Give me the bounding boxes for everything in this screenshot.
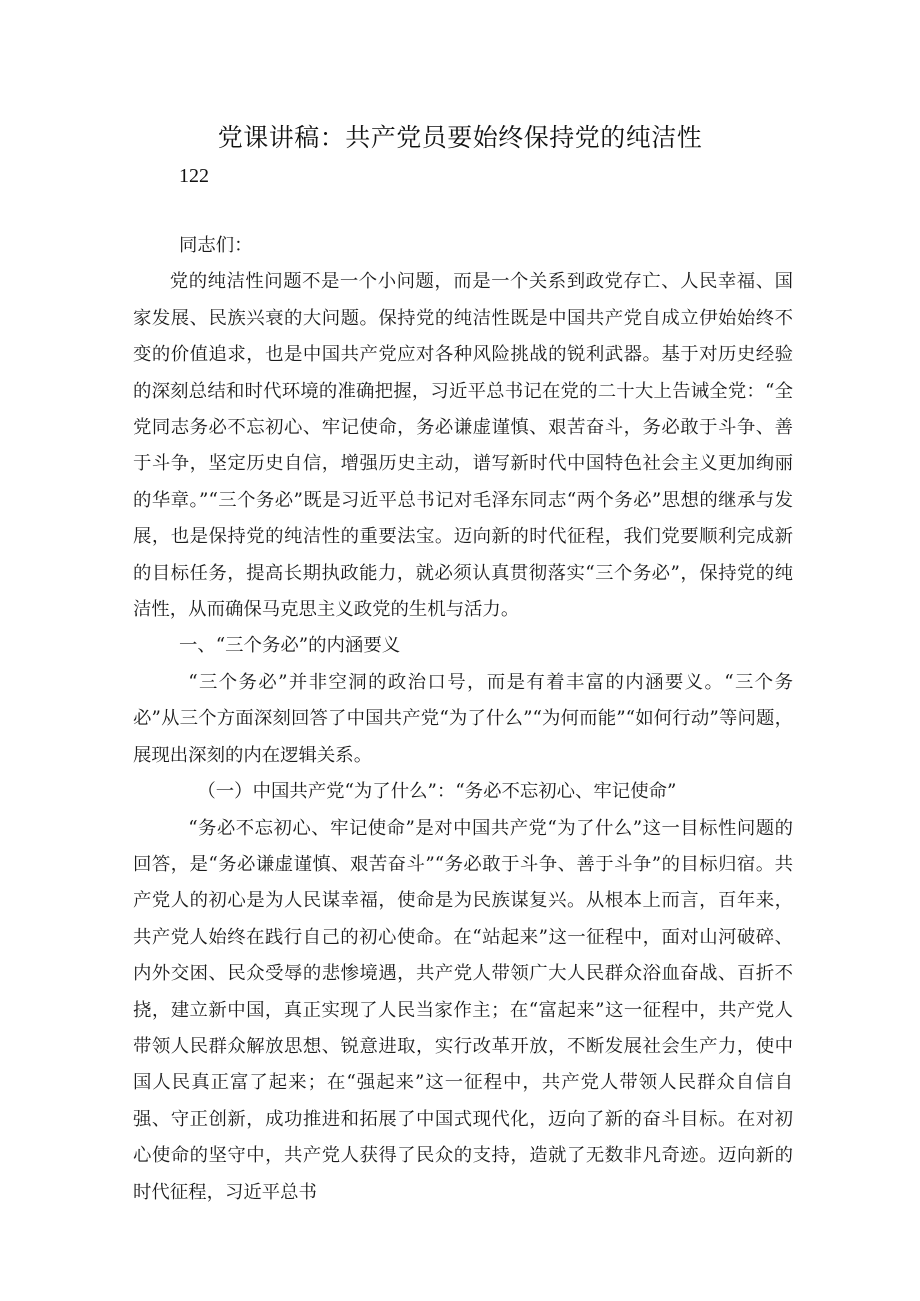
document-body [133,228,793,1211]
document-title: 党课讲稿：共产党员要始终保持党的纯洁性 [217,123,703,152]
subsection-heading-1: （一）中国共产党“为了什么”：“务必不忘初心、牢记使命” [197,781,677,803]
salutation: 同志们： [179,235,253,256]
paragraph-3: “务必不忘初心、牢记使命”是对中国共产党“为了什么”这一目标性问题的回答，是“务必谦虚谨慎、艰苦奋斗”“务必敢于斗争、善于斗争”的目标归宿。共产党人的初心是为人民谋幸福，使命是为民族谋复兴。从根本上而言，百年来，共产党人始终在践行自己的初心使命。在“站起来”这一征程中，面对山河破碎、内外交困、民众受辱的悲惨境遇，共产党人带领广大人民群众浴血奋战、百折不挠，建立新中国，真正实现了人民当家作主；在“富起来”这一征程中，共产党人带领人民群众解放思想、锐意进取，实行改革开放，不断发展社会生产力，使中国人民真正富了起来；在“强起来”这一征程中，共产党人带领人民群众自信自强、守正创新，成功推进和拓展了中国式现代化，迈向了新的奋斗目标。在对初心使命的坚守中，共产党人获得了民众的支持，造就了无数非凡奇迹。迈向新的时代征程，习近平总书 [133,817,793,1203]
section-heading-1: 一、“三个务必”的内涵要义 [179,635,401,657]
paragraph-intro: 党的纯洁性问题不是一个小问题，而是一个关系到政党存亡、人民幸福、国家发展、民族兴衰的大问题。保持党的纯洁性既是中国共产党自成立伊始始终不变的价值追求，也是中国共产党应对各种风险挑战的锐利武器。基于对历史经验的深刻总结和时代环境的准确把握，习近平总书记在党的二十大上告诫全党：“全党同志务必不忘初心、牢记使命，务必谦虚谨慎、艰苦奋斗，务必敢于斗争、善于斗争，坚定历史自信，增强历史主动，谱写新时代中国特色社会主义更加绚丽的华章。”“三个务必”既是习近平总书记对毛泽东同志“两个务必”思想的继承与发展，也是保持党的纯洁性的重要法宝。迈向新的时代征程，我们党要顺利完成新的目标任务，提高长期执政能力，就必须认真贯彻落实“三个务必”，保持党的纯洁性，从而确保马克思主义政党的生机与活力。 [133,271,793,621]
paragraph-2: “三个务必”并非空洞的政治口号，而是有着丰富的内涵要义。“三个务必”从三个方面深刻回答了中国共产党“为了什么”“为何而能”“如何行动”等问题，展现出深刻的内在逻辑关系。 [133,671,793,766]
document-number: 122 [179,165,209,187]
